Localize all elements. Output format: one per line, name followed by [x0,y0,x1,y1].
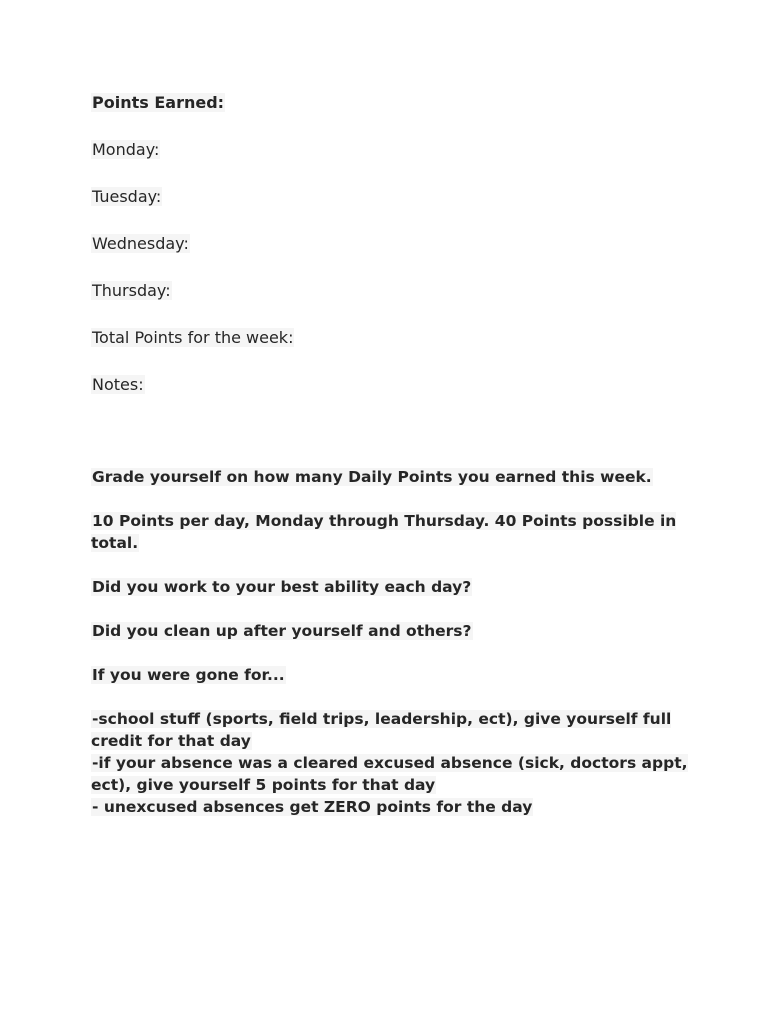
points-earned-heading: Points Earned: [92,93,225,112]
notes-field: Notes: [92,375,144,394]
question-clean-up: Did you clean up after yourself and others? [92,622,472,640]
rule-excused-absence: -if your absence was a cleared excused absence (sick, doctors appt, ect), give yourself 5 points for that day [91,754,688,794]
thursday-field: Thursday: [92,281,171,300]
rule-school-stuff: -school stuff (sports, field trips, leadership, ect), give yourself full credit for that day [91,710,672,750]
document-page [91,92,691,818]
monday-field: Monday: [92,140,160,159]
total-points-field: Total Points for the week: [92,328,294,347]
points-rule: 10 Points per day, Monday through Thursday. 40 Points possible in total. [91,512,677,552]
tuesday-field: Tuesday: [92,187,162,206]
instructions-intro: Grade yourself on how many Daily Points you earned this week. [92,468,652,486]
instructions-block [91,466,691,818]
rule-unexcused-absence: - unexcused absences get ZERO points for the day [92,798,533,816]
gone-intro: If you were gone for... [92,666,285,684]
wednesday-field: Wednesday: [92,234,189,253]
question-best-ability: Did you work to your best ability each day? [92,578,472,596]
